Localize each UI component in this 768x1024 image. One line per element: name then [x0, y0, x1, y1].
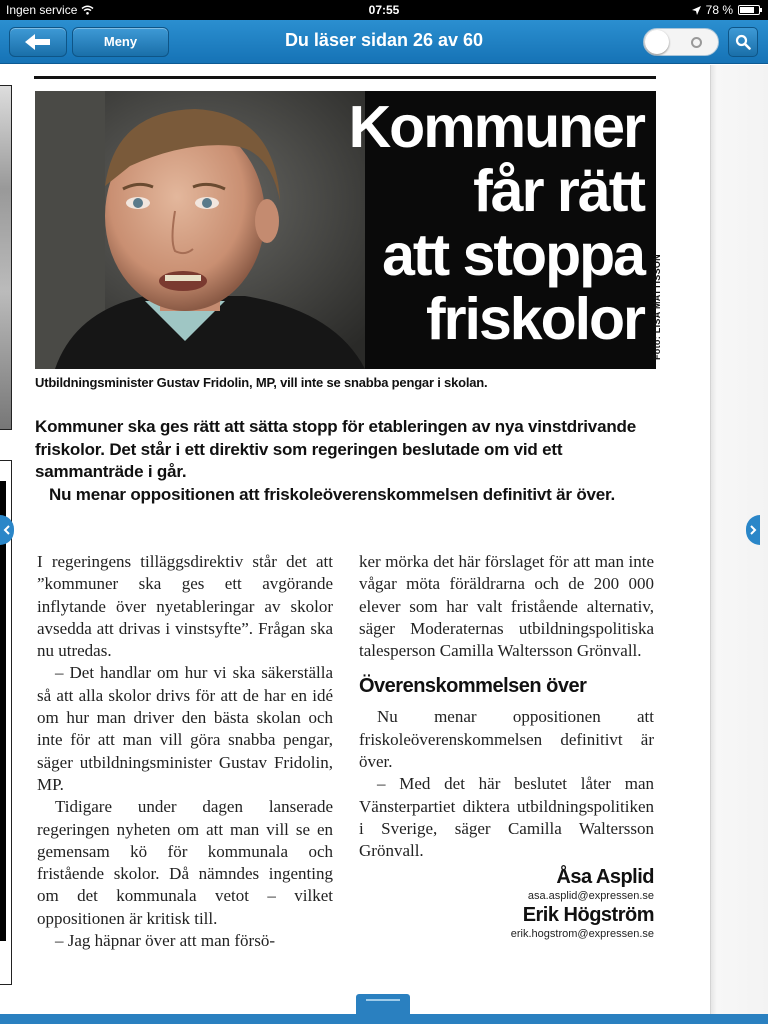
navigation-bar — [0, 20, 768, 64]
page-indicator-title: Du läser sidan 26 av 60 — [284, 30, 484, 50]
section-subheading: Överenskommelsen över — [359, 675, 587, 698]
search-button[interactable] — [728, 27, 758, 57]
author-email[interactable]: asa.asplid@expressen.se — [527, 889, 654, 902]
search-icon — [735, 34, 751, 50]
headline — [264, 95, 644, 351]
author-byline — [359, 865, 654, 941]
body-paragraph: – Jag häpnar över att man försö- — [55, 931, 275, 951]
body-paragraph: – Med det här beslutet låter man Vänsterpartiet diktera utbildningspolitiken i Sverige, säger Camilla Waltersson Grönvall. — [359, 774, 654, 861]
menu-button[interactable]: Meny — [72, 27, 169, 57]
body-column-2 — [359, 551, 654, 941]
carrier-label: Ingen service — [6, 3, 78, 17]
hero-photo — [35, 91, 656, 369]
body-paragraph: Nu menar oppositionen att friskoleöverenskommelsen definitivt är över. — [359, 707, 654, 772]
headline-line: friskolor — [425, 286, 644, 352]
lead-text: Kommuner ska ges rätt att sätta stopp för etableringen av nya vinstdrivande friskolor. Det står i ett direktiv som regeringen beslutade om vid ett sammanträde i går. — [35, 417, 636, 481]
previous-page-image-strip — [0, 85, 12, 430]
battery-percent: 78 % — [705, 3, 733, 17]
body-paragraph: – Det handlar om hur vi ska säkerställa så att alla skolor drivs för att de har en idé om hur man driver den bästa skolan och inte för att man vill göra snabba pengar, säger utbildningsminister Gustav Fridolin, MP. — [37, 663, 333, 794]
body-column-1 — [37, 551, 333, 952]
page-strip-handle[interactable] — [356, 994, 410, 1014]
headline-line: får rätt — [473, 158, 644, 224]
headline-line: Kommuner — [348, 94, 644, 160]
body-paragraph: I regeringens tilläggsdirektiv står det att ”kommuner ska ges ett avgörande inflytande över nyetableringar av skolor avsedda att drivas i vinstsyfte”. Frågan ska nu utredas. — [37, 552, 333, 661]
lead-paragraph — [35, 416, 655, 506]
clock: 07:55 — [368, 3, 400, 17]
battery-level — [740, 7, 754, 13]
body-paragraph: ker mörka det här förslaget för att man inte vågar möta föräldrarna och de 200 000 elever som har valt fristående alternativ, säger Moderaternas utbildningspolitiska talesperson Camilla Waltersson Grönvall. — [359, 552, 654, 661]
view-toggle-switch[interactable] — [643, 28, 719, 56]
toggle-off-icon — [691, 37, 702, 48]
top-rule — [34, 76, 656, 79]
headline-line: att stoppa — [382, 222, 644, 288]
back-button[interactable] — [9, 27, 67, 57]
body-paragraph: Tidigare under dagen lanserade regeringen nyheten om att man vill se en gemensam kö för kommunala och fristående skolor. Då nämndes ingenting om det kommunala vetot – vilket oppositionen är kritisk till. — [37, 797, 333, 928]
status-bar — [0, 0, 768, 20]
toggle-knob — [645, 30, 669, 54]
author-name: Erik Högström — [522, 903, 654, 926]
author-email[interactable]: erik.hogstrom@expressen.se — [510, 927, 654, 940]
bottom-page-strip[interactable] — [0, 1014, 768, 1024]
chevron-left-icon — [3, 525, 11, 535]
photo-credit: Foto: LISA MATTISSON — [652, 254, 662, 360]
lead-text: Nu menar oppositionen att friskoleöverenskommelsen definitivt är över. — [49, 484, 616, 504]
arrow-left-icon — [24, 33, 52, 51]
chevron-right-icon — [749, 525, 757, 535]
location-arrow-icon — [692, 6, 701, 15]
author-name: Åsa Asplid — [556, 865, 654, 888]
battery-icon — [738, 5, 760, 15]
photo-caption: Utbildningsminister Gustav Fridolin, MP, vill inte se snabba pengar i skolan. — [35, 375, 488, 390]
